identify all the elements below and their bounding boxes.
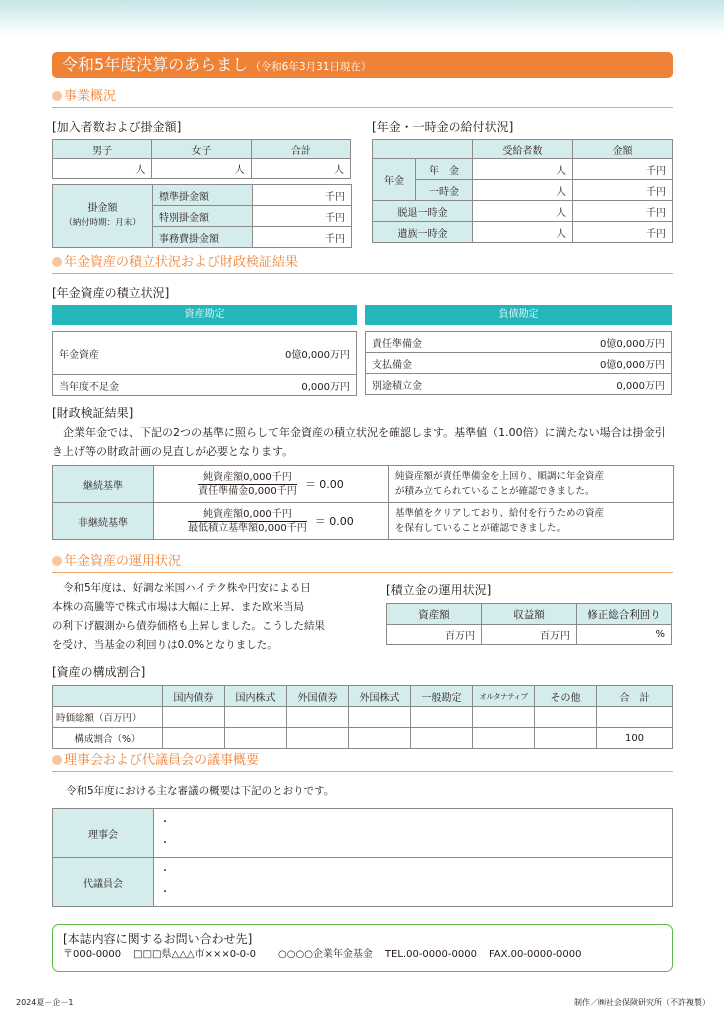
- meeting-name: 代議員会: [53, 858, 154, 907]
- composition-header: その他: [535, 686, 597, 707]
- value-asset-amount: 百万円: [387, 625, 482, 645]
- meeting-item: ・: [160, 866, 170, 877]
- contributions-label-cell: [53, 185, 153, 248]
- composition-row-label: 時価総額（百万円）: [53, 707, 163, 728]
- liabilities-header: 負債勘定: [365, 305, 672, 325]
- composition-header: 国内債券: [163, 686, 225, 707]
- verification-formula: [154, 503, 389, 540]
- contribution-value: 千円: [253, 185, 352, 206]
- composition-cell: [163, 728, 225, 749]
- contribution-name: 特別掛金額: [153, 206, 253, 227]
- benefits-heading: [年金・一時金の給付状況]: [372, 120, 514, 134]
- composition-cell: [225, 707, 287, 728]
- asset-value: 0億0,000万円: [205, 332, 357, 375]
- benefits-table: [372, 139, 673, 243]
- section-heading-investment: [52, 553, 673, 573]
- benefit-count: 人: [473, 222, 573, 243]
- page-title-date: （令和6年3月31日現在）: [250, 61, 372, 73]
- denominator: 最低積立基準額0,000千円: [188, 522, 307, 534]
- verification-paragraph: 企業年金では、下記の2つの基準に照らして年金資産の積立状況を確認します。基準値（1.00倍）に満たない場合は掛金引き上げ等の財政計画の見直しが必要となります。: [52, 426, 666, 458]
- composition-cell: [225, 728, 287, 749]
- meetings-intro: 令和5年度における主な審議の概要は下記のとおりです。: [66, 785, 335, 797]
- meeting-item: ・: [160, 887, 170, 898]
- comment-line: を保有していることが確認できました。: [395, 523, 567, 534]
- section-heading-text: 理事会および代議員会の議事概要: [64, 753, 260, 768]
- benefit-name: 遺族一時金: [373, 222, 473, 243]
- composition-header: 国内株式: [225, 686, 287, 707]
- contributions-table: [52, 184, 352, 248]
- contact-heading: [本誌内容に関するお問い合わせ先]: [63, 932, 253, 946]
- page-title: 令和5年度決算のあらまし: [62, 55, 249, 74]
- verification-comment: [389, 466, 674, 503]
- verification-name: 非継続基準: [53, 503, 154, 540]
- header-recipients: 受給者数: [473, 140, 573, 159]
- header-total: 合計: [251, 140, 350, 159]
- header-income: 収益額: [482, 604, 577, 625]
- composition-cell: [473, 728, 535, 749]
- footer-credit: 制作／㈱社会保険研究所（不許複製）: [574, 998, 710, 1007]
- section-heading-text: 事業概況: [64, 89, 117, 104]
- benefit-count: 人: [473, 201, 573, 222]
- benefit-name: 一時金: [416, 180, 473, 201]
- section-heading-meetings: [52, 752, 673, 772]
- benefit-name: 脱退一時金: [373, 201, 473, 222]
- section-heading-accumulation: [52, 254, 673, 274]
- composition-header: 合 計: [597, 686, 673, 707]
- meeting-item: ・: [160, 838, 170, 849]
- composition-cell: [349, 707, 411, 728]
- benefit-name: 年 金: [416, 159, 473, 180]
- header-female: 女子: [152, 140, 251, 159]
- footer-code: 2024夏－企－1: [16, 998, 74, 1007]
- contact-address: □□□県△△△市×××0-0-0: [133, 949, 257, 960]
- benefit-count: 人: [473, 180, 573, 201]
- benefits-group-label: 年金: [373, 159, 416, 201]
- contact-line: [63, 947, 662, 963]
- contribution-name: 事務費掛金額: [153, 227, 253, 248]
- benefit-amount: 千円: [573, 222, 673, 243]
- section-heading-business: [52, 88, 673, 108]
- liability-name: 支払備金: [366, 353, 519, 374]
- value-income: 百万円: [482, 625, 577, 645]
- composition-row-label: 構成割合（%）: [53, 728, 163, 749]
- contribution-name: 標準掛金額: [153, 185, 253, 206]
- result: ＝ 0.00: [314, 515, 354, 528]
- numerator: 純資産額0,000千円: [188, 508, 307, 522]
- composition-cell: [535, 707, 597, 728]
- members-table: [52, 139, 351, 179]
- composition-header: 外国株式: [349, 686, 411, 707]
- header-amount: 金額: [573, 140, 673, 159]
- composition-cell: [473, 707, 535, 728]
- numerator: 純資産額0,000千円: [198, 471, 297, 485]
- contact-tel: TEL.00-0000-0000: [384, 949, 477, 960]
- benefits-header-blank: [373, 140, 473, 159]
- meeting-name: 理事会: [53, 809, 154, 858]
- composition-heading: [資産の構成割合]: [52, 665, 146, 679]
- liability-name: 責任準備金: [366, 332, 519, 353]
- value-total: 人: [251, 159, 350, 179]
- composition-header: 一般勘定: [411, 686, 473, 707]
- verification-heading: [財政検証結果]: [52, 406, 134, 420]
- composition-header-blank: [53, 686, 163, 707]
- contribution-value: 千円: [253, 206, 352, 227]
- asset-name: 年金資産: [53, 332, 205, 375]
- verification-name: 継続基準: [53, 466, 154, 503]
- composition-cell: [287, 707, 349, 728]
- contributions-label-sub: （納付時期：月末）: [64, 218, 141, 228]
- composition-cell: [597, 707, 673, 728]
- bullet-dot-icon: [52, 755, 62, 765]
- result: ＝ 0.00: [304, 478, 344, 491]
- composition-header: 外国債券: [287, 686, 349, 707]
- comment-line: 純資産額が責任準備金を上回り、順調に年金資産: [395, 471, 605, 482]
- contact-postal: 〒000-0000: [63, 949, 122, 960]
- accumulation-heading: [年金資産の積立状況]: [52, 286, 170, 300]
- fraction: [198, 471, 297, 498]
- composition-header: オルタナティブ: [473, 686, 535, 707]
- assets-header: 資産勘定: [52, 305, 357, 325]
- verification-table: [52, 465, 674, 540]
- meeting-items: [154, 858, 673, 907]
- page-title-bar: [52, 52, 673, 78]
- liability-value: 0億0,000万円: [519, 353, 672, 374]
- composition-cell: [349, 728, 411, 749]
- composition-cell: [163, 707, 225, 728]
- value-female: 人: [152, 159, 251, 179]
- value-male: 人: [53, 159, 152, 179]
- investment-table: [386, 603, 672, 645]
- composition-cell: [287, 728, 349, 749]
- contact-org: ○○○○企業年金基金: [278, 949, 373, 960]
- asset-value: 0,000万円: [205, 375, 357, 396]
- composition-cell: [411, 707, 473, 728]
- liability-name: 別途積立金: [366, 374, 519, 395]
- benefit-amount: 千円: [573, 180, 673, 201]
- investment-heading: [積立金の運用状況]: [386, 583, 492, 597]
- liability-value: 0億0,000万円: [519, 332, 672, 353]
- bullet-dot-icon: [52, 257, 62, 267]
- fraction: [188, 508, 307, 535]
- meeting-item: ・: [160, 817, 170, 828]
- bullet-dot-icon: [52, 556, 62, 566]
- denominator: 責任準備金0,000千円: [198, 485, 297, 497]
- assets-table: [52, 331, 357, 396]
- meetings-table: [52, 808, 673, 907]
- liabilities-table: [365, 331, 672, 395]
- header-male: 男子: [53, 140, 152, 159]
- composition-table: [52, 685, 673, 749]
- paragraph-line: を受け、当基金の利回りは0.0%となりました。: [52, 639, 278, 651]
- composition-cell: [411, 728, 473, 749]
- paragraph-line: 令和5年度は、好調な米国ハイテク株や円安による日: [63, 582, 311, 594]
- top-gradient-band: [0, 0, 724, 36]
- contact-box: [52, 924, 673, 972]
- contributions-label: 掛金額: [87, 203, 118, 214]
- value-yield: %: [577, 625, 672, 645]
- comment-line: 基準値をクリアしており、給付を行うための資産: [395, 508, 605, 519]
- benefit-amount: 千円: [573, 201, 673, 222]
- comment-line: が積み立てられていることが確認できました。: [395, 486, 595, 497]
- investment-paragraph: [52, 579, 362, 655]
- header-asset-amount: 資産額: [387, 604, 482, 625]
- header-yield: 修正総合利回り: [577, 604, 672, 625]
- bullet-dot-icon: [52, 91, 62, 101]
- contribution-value: 千円: [253, 227, 352, 248]
- meeting-items: [154, 809, 673, 858]
- paragraph-line: 本株の高騰等で株式市場は大幅に上昇、また欧米当局: [52, 601, 304, 613]
- benefit-amount: 千円: [573, 159, 673, 180]
- section-heading-text: 年金資産の運用状況: [64, 554, 182, 569]
- composition-total: 100: [597, 728, 673, 749]
- paragraph-line: の利下げ観測から債券価格も上昇しました。こうした結果: [52, 620, 325, 632]
- verification-formula: [154, 466, 389, 503]
- members-heading: [加入者数および掛金額]: [52, 120, 182, 134]
- composition-cell: [535, 728, 597, 749]
- liability-value: 0,000万円: [519, 374, 672, 395]
- benefit-count: 人: [473, 159, 573, 180]
- section-heading-text: 年金資産の積立状況および財政検証結果: [64, 255, 299, 270]
- contact-fax: FAX.00-0000-0000: [488, 949, 582, 960]
- asset-name: 当年度不足金: [53, 375, 205, 396]
- verification-comment: [389, 503, 674, 540]
